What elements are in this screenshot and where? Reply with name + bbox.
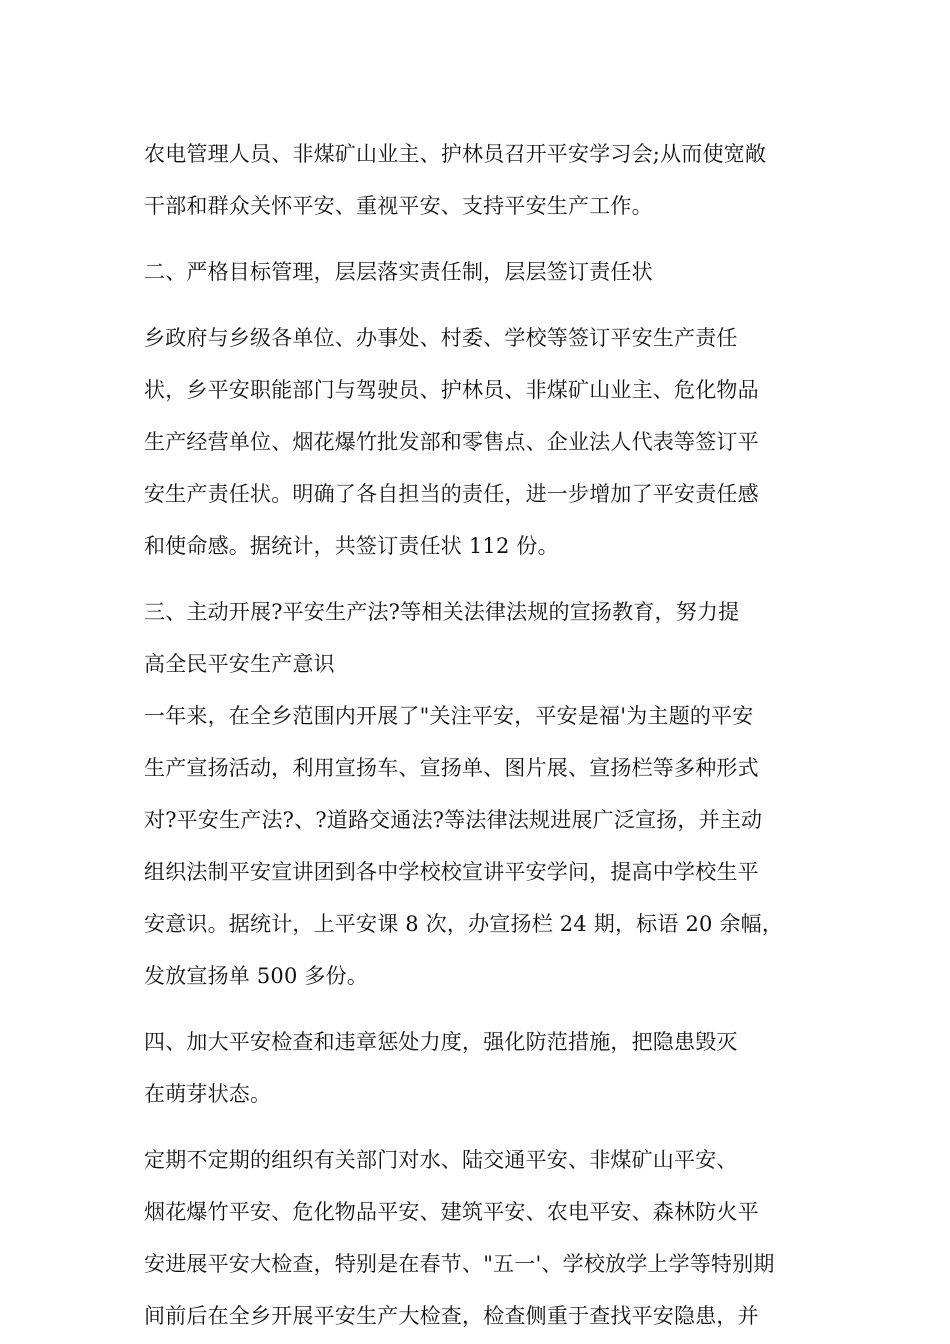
text-line: 农电管理人员、非煤矿山业主、护林员召开平安学习会;从而使宽敞 [144,142,767,166]
text-line: 干部和群众关怀平安、重视平安、支持平安生产工作。 [144,194,653,218]
text-line: 发放宣扬单 500 多份。 [144,964,369,988]
section-heading: 三、主动开展?平安生产法?等相关法律法规的宣扬教育，努力提 [144,600,740,624]
section-heading: 四、加大平安检查和违章惩处力度，强化防范措施，把隐患毁灭 [144,1030,738,1054]
text-line: 对?平安生产法?、?道路交通法?等法律法规进展广泛宣扬，并主动 [144,808,763,832]
text-line: 间前后在全乡开展平安生产大检查，检查侧重于查找平安隐患，并 [144,1304,759,1328]
text-line: 状，乡平安职能部门与驾驶员、护林员、非煤矿山业主、危化物品 [144,378,759,402]
text-line: 定期不定期的组织有关部门对水、陆交通平安、非煤矿山平安、 [144,1148,738,1172]
document-body [144,128,810,1342]
text-line: 生产经营单位、烟花爆竹批发部和零售点、企业法人代表等签订平 [144,430,759,454]
text-line: 组织法制平安宣讲团到各中学校校宣讲平安学问，提高中学校生平 [144,860,759,884]
section-heading: 在萌芽状态。 [144,1082,272,1106]
section-heading: 二、严格目标管理，层层落实责任制，层层签订责任状 [144,260,653,284]
text-line: 生产宣扬活动，利用宣扬车、宣扬单、图片展、宣扬栏等多种形式 [144,756,759,780]
text-line: 一年来，在全乡范围内开展了"关注平安，平安是福'为主题的平安 [144,704,754,728]
text-line: 烟花爆竹平安、危化物品平安、建筑平安、农电平安、森林防火平 [144,1200,759,1224]
text-line: 安意识。据统计，上平安课 8 次，办宣扬栏 24 期，标语 20 余幅， [144,912,784,936]
section-heading: 高全民平安生产意识 [144,652,335,676]
text-line: 安进展平安大检查，特别是在春节、"五一'、学校放学上学等特别期 [144,1252,775,1276]
text-line: 安生产责任状。明确了各自担当的责任，进一步增加了平安责任感 [144,482,759,506]
text-line: 乡政府与乡级各单位、办事处、村委、学校等签订平安生产责任 [144,326,738,350]
text-line: 和使命感。据统计，共签订责任状 112 份。 [144,534,559,558]
